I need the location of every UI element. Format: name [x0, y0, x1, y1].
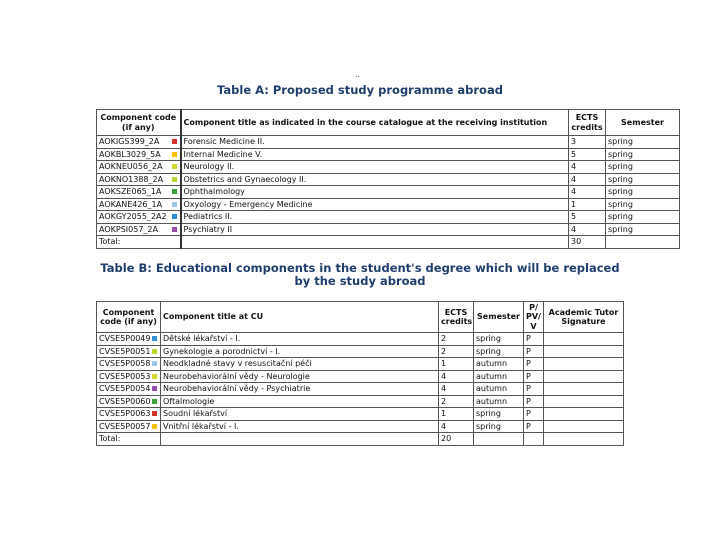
table-b-code-cell [97, 420, 161, 433]
table-a-code-cell [97, 198, 181, 211]
table-a-row [97, 223, 680, 236]
tutor-signature [544, 358, 624, 371]
color-marker-icon [172, 177, 177, 182]
table-a-header-row [97, 110, 680, 136]
table-b-total-semester-empty [474, 433, 524, 446]
semester: spring [474, 333, 524, 346]
ects-credits: 2 [439, 333, 474, 346]
semester: autumn [474, 383, 524, 396]
table-a-body [97, 136, 680, 236]
table-b-code-cell [97, 345, 161, 358]
component-code: AOKSZE065_1A [99, 187, 162, 196]
component-title: Soudní lékařství [161, 408, 439, 421]
color-marker-icon [172, 164, 177, 169]
ects-credits: 4 [569, 186, 606, 199]
table-b-code-cell [97, 333, 161, 346]
p-pv-v: P [524, 395, 544, 408]
ects-credits: 4 [569, 173, 606, 186]
component-title: Ophthalmology [181, 186, 569, 199]
table-b-row [97, 408, 624, 421]
component-code: CVSE5P0058 [99, 359, 151, 368]
component-title: Oftalmologie [161, 395, 439, 408]
p-pv-v: P [524, 345, 544, 358]
table-b-code-cell [97, 408, 161, 421]
table-b-total-tutor-empty [544, 433, 624, 446]
p-pv-v: P [524, 383, 544, 396]
table-b-header-semester: Semester [474, 302, 524, 333]
ects-credits: 5 [569, 148, 606, 161]
ects-credits: 4 [569, 223, 606, 236]
semester: spring [474, 408, 524, 421]
tutor-signature [544, 345, 624, 358]
component-title: Psychiatry II [181, 223, 569, 236]
p-pv-v: P [524, 358, 544, 371]
component-title: Dětské lékařství - I. [161, 333, 439, 346]
color-marker-icon [152, 336, 157, 341]
component-title: Neodkladné stavy v resuscitační péči [161, 358, 439, 371]
table-a-total-semester-empty [606, 236, 680, 249]
table-a-title: Table A: Proposed study programme abroad [217, 83, 503, 97]
component-code: AOKNO1388_2A [99, 174, 164, 184]
component-title: Pediatrics II. [181, 211, 569, 224]
component-title: Oxyology - Emergency Medicine [181, 198, 569, 211]
table-a-total-ects: 30 [569, 236, 606, 249]
semester: spring [474, 420, 524, 433]
p-pv-v: P [524, 420, 544, 433]
table-b-header-title: Component title at CU [161, 302, 439, 333]
color-marker-icon [172, 227, 177, 232]
table-a-header-ects: ECTS credits [569, 110, 606, 136]
component-code: AOKPSI057_2A [99, 224, 158, 234]
component-code: CVSE5P0054 [99, 384, 151, 393]
table-b-row [97, 420, 624, 433]
semester: spring [606, 161, 680, 174]
table-a-row [97, 136, 680, 149]
ects-credits: 5 [569, 211, 606, 224]
semester: autumn [474, 358, 524, 371]
semester: spring [606, 198, 680, 211]
table-b-body [97, 333, 624, 433]
component-code: AOKANE426_1A [99, 199, 163, 209]
table-a-row [97, 148, 680, 161]
ects-credits: 4 [569, 161, 606, 174]
component-code: AOKGY2055_2A2 [99, 212, 167, 221]
tutor-signature [544, 408, 624, 421]
color-marker-icon [152, 424, 157, 429]
table-b-row [97, 333, 624, 346]
table-b-total-label: Total: [97, 433, 161, 446]
component-code: CVSE5P0053 [99, 371, 151, 381]
semester: autumn [474, 370, 524, 383]
table-a-row [97, 198, 680, 211]
table-b-row [97, 370, 624, 383]
ects-credits: 2 [439, 345, 474, 358]
table-b-row [97, 395, 624, 408]
table-b [96, 301, 624, 446]
table-b-header-code: Component code (if any) [97, 302, 161, 333]
component-title: Forensic Medicine II. [181, 136, 569, 149]
table-a-header-code: Component code (if any) [97, 110, 181, 136]
ects-credits: 1 [569, 198, 606, 211]
ects-credits: 2 [439, 395, 474, 408]
semester: spring [474, 345, 524, 358]
ects-credits: 1 [439, 358, 474, 371]
header-mark: .. [355, 70, 361, 79]
color-marker-icon [152, 386, 157, 391]
tutor-signature [544, 395, 624, 408]
component-title: Internal Medicine V. [181, 148, 569, 161]
table-a-header-title: Component title as indicated in the course catalogue at the receiving institution [181, 110, 569, 136]
color-marker-icon [172, 139, 177, 144]
semester: spring [606, 211, 680, 224]
table-a-code-cell [97, 186, 181, 199]
table-a-total-empty [181, 236, 569, 249]
p-pv-v: P [524, 370, 544, 383]
component-code: CVSE5P0049 [99, 334, 151, 343]
component-code: AOKIGS399_2A [99, 137, 160, 146]
table-b-header-tutor: Academic Tutor Signature [544, 302, 624, 333]
table-b-row [97, 383, 624, 396]
p-pv-v: P [524, 333, 544, 346]
table-b-header-row [97, 302, 624, 333]
table-a-code-cell [97, 136, 181, 149]
color-marker-icon [152, 411, 157, 416]
table-a-total-label: Total: [97, 236, 181, 249]
ects-credits: 4 [439, 383, 474, 396]
component-code: AOKBL3029_5A [99, 149, 161, 159]
component-title: Neurology II. [181, 161, 569, 174]
table-b-total-ppv-empty [524, 433, 544, 446]
semester: spring [606, 223, 680, 236]
table-b-code-cell [97, 383, 161, 396]
component-code: CVSE5P0060 [99, 396, 151, 406]
table-a-row [97, 186, 680, 199]
table-a-code-cell [97, 161, 181, 174]
tutor-signature [544, 420, 624, 433]
color-marker-icon [152, 399, 157, 404]
semester: autumn [474, 395, 524, 408]
color-marker-icon [152, 349, 157, 354]
table-b-header-ects: ECTS credits [439, 302, 474, 333]
component-code: CVSE5P0051 [99, 346, 151, 356]
component-code: AOKNEU056_2A [99, 162, 163, 171]
color-marker-icon [152, 374, 157, 379]
color-marker-icon [172, 202, 177, 207]
color-marker-icon [152, 361, 157, 366]
tutor-signature [544, 370, 624, 383]
component-code: CVSE5P0057 [99, 421, 151, 431]
component-title: Neurobehaviorální vědy - Neurologie [161, 370, 439, 383]
table-a-row [97, 173, 680, 186]
table-b-row [97, 358, 624, 371]
table-a-code-cell [97, 148, 181, 161]
table-a-code-cell [97, 173, 181, 186]
semester: spring [606, 186, 680, 199]
component-title: Neurobehaviorální vědy - Psychiatrie [161, 383, 439, 396]
table-b-code-cell [97, 358, 161, 371]
semester: spring [606, 136, 680, 149]
p-pv-v: P [524, 408, 544, 421]
component-title: Gynekologie a porodnictví - I. [161, 345, 439, 358]
ects-credits: 3 [569, 136, 606, 149]
table-a-code-cell [97, 223, 181, 236]
semester: spring [606, 173, 680, 186]
table-b-code-cell [97, 395, 161, 408]
component-title: Obstetrics and Gynaecology II. [181, 173, 569, 186]
color-marker-icon [172, 189, 177, 194]
table-b-row [97, 345, 624, 358]
table-a [96, 109, 680, 249]
table-a-row [97, 211, 680, 224]
ects-credits: 1 [439, 408, 474, 421]
table-a-code-cell [97, 211, 181, 224]
tutor-signature [544, 383, 624, 396]
color-marker-icon [172, 152, 177, 157]
table-b-title: Table B: Educational components in the student's degree which will be replaced by the study abroad [100, 261, 620, 288]
component-code: CVSE5P0063 [99, 409, 151, 418]
table-b-total-row [97, 433, 624, 446]
semester: spring [606, 148, 680, 161]
table-a-row [97, 161, 680, 174]
color-marker-icon [172, 214, 177, 219]
table-a-header-semester: Semester [606, 110, 680, 136]
component-title: Vnitřní lékařství - I. [161, 420, 439, 433]
table-b-total-empty [161, 433, 439, 446]
table-b-header-ppv: P/ PV/ V [524, 302, 544, 333]
table-b-code-cell [97, 370, 161, 383]
table-a-total-row [97, 236, 680, 249]
table-b-total-ects: 20 [439, 433, 474, 446]
tutor-signature [544, 333, 624, 346]
ects-credits: 4 [439, 420, 474, 433]
ects-credits: 4 [439, 370, 474, 383]
